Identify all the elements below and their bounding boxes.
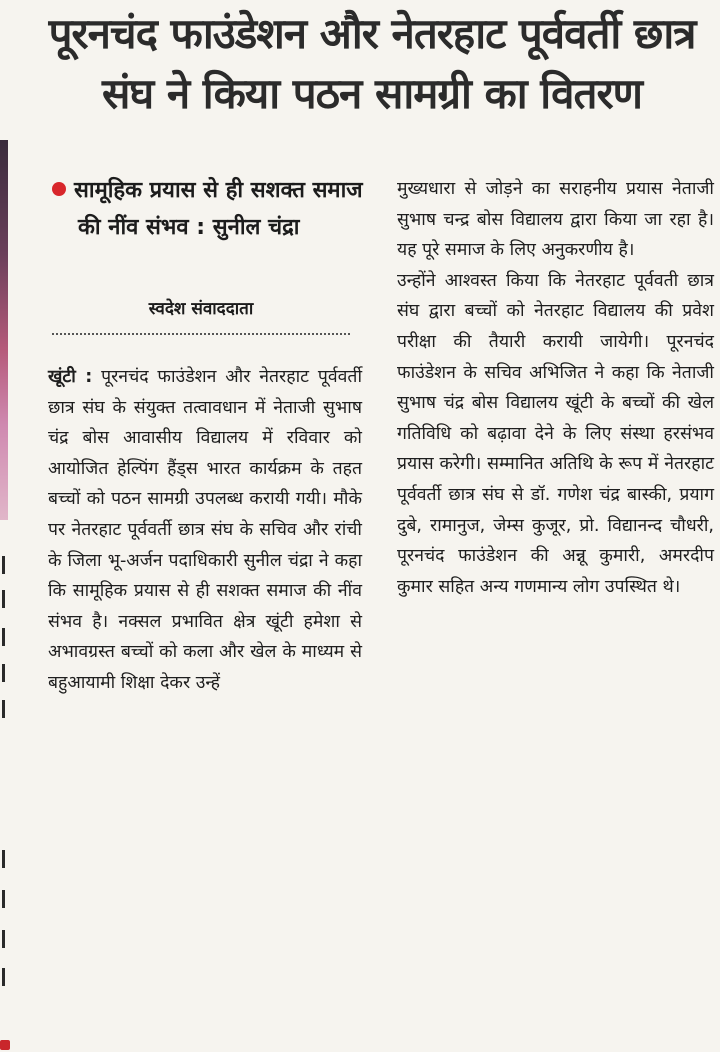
left-column-text: पूरनचंद फाउंडेशन और नेतरहाट पूर्ववर्ती छात्र संघ के संयुक्त तत्वावधान में नेताजी सुभाष चंद्र बोस आवासीय विद्यालय में रविवार को आयोजित हेल्पिंग हैंड्स भारत कार्यक्रम के तहत बच्चों को पठन सामग्री उपलब्ध करायी गयी। मौके पर नेतरहाट पूर्ववर्ती छात्र संघ के सचिव और रांची के जिला भू-अर्जन पदाधिकारी सुनील चंद्रा ने कहा कि सामूहिक प्रयास से ही सशक्त समाज की नींव संभव है। नक्सल प्रभावित क्षेत्र खूंटी हमेशा से अभावग्रस्त बच्चों को कला और खेल के माध्यम से बहुआयामी शिक्षा देकर उन्हें — [48, 367, 362, 693]
article-subheading — [52, 172, 374, 246]
article-headline: पूरनचंद फाउंडेशन और नेतरहाट पूर्ववर्ती छात्र संघ ने किया पठन सामग्री का वितरण — [48, 9, 696, 118]
adjacent-text-fragment — [2, 664, 5, 682]
adjacent-text-fragment — [2, 590, 5, 608]
article-body-left-column — [48, 362, 362, 699]
adjacent-text-fragment — [2, 556, 5, 574]
adjacent-text-fragment — [2, 968, 5, 986]
adjacent-text-fragment — [2, 890, 5, 908]
adjacent-text-fragment — [2, 700, 5, 718]
article-byline: स्वदेश संवाददाता — [52, 296, 350, 335]
page-corner-mark — [0, 1040, 10, 1050]
article-body-right-column — [397, 174, 714, 602]
subheading-text: सामूहिक प्रयास से ही सशक्त समाज की नींव संभव : सुनील चंद्रा — [74, 178, 363, 240]
red-bullet-icon — [52, 182, 66, 196]
adjacent-text-fragment — [2, 628, 5, 646]
right-column-paragraph-2: उन्होंने आश्वस्त किया कि नेतरहाट पूर्ववती छात्र संघ द्वारा बच्चों को नेतरहाट विद्यालय की प्रवेश परीक्षा की तैयारी करायी जायेगी। पूरनचंद फाउंडेशन के सचिव अभिजित ने कहा कि नेताजी सुभाष चंद्र बोस विद्यालय खूंटी के बच्चों की खेल गतिविधि को बढ़ावा देने के लिए संस्था हरसंभव प्रयास करेगी। सम्मानित अतिथि के रूप में नेतरहाट पूर्ववर्ती छात्र संघ से डॉ. गणेश चंद्र बास्की, प्रयाग दुबे, रामानुज, जेम्स कुजूर, प्रो. विद्यानन्द चौधरी, पूरनचंद फाउंडेशन की अन्नू कुमारी, अमरदीप कुमार सहित अन्य गणमान्य लोग उपस्थित थे। — [397, 270, 714, 597]
adjacent-photo-fragment — [0, 140, 8, 520]
adjacent-text-fragment — [2, 930, 5, 948]
dateline: खूंटी : — [48, 367, 93, 387]
adjacent-article-edge — [0, 0, 22, 1052]
adjacent-text-fragment — [2, 850, 5, 868]
right-column-paragraph-1: मुख्यधारा से जोड़ने का सराहनीय प्रयास नेताजी सुभाष चन्द्र बोस विद्यालय द्वारा किया जा रहा है। यह पूरे समाज के लिए अनुकरणीय है। — [397, 179, 714, 261]
